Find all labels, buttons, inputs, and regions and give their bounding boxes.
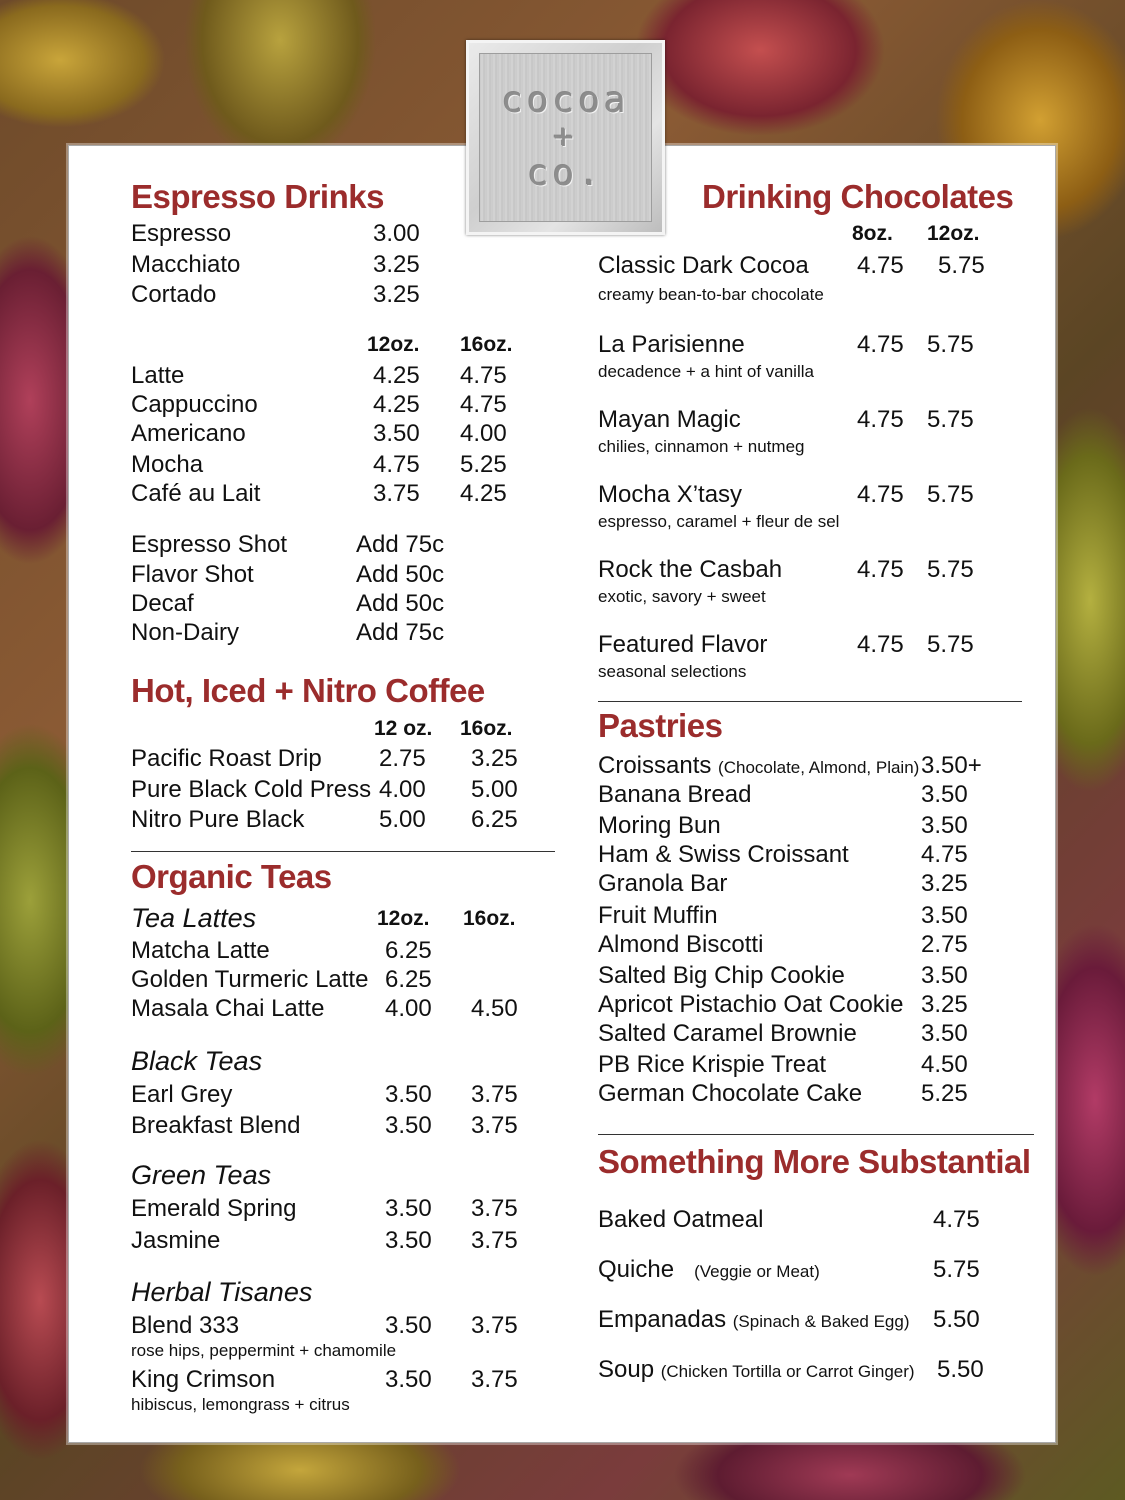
menu-item-price: 3.75 bbox=[471, 1112, 518, 1139]
menu-item-name: Emerald Spring bbox=[131, 1195, 297, 1222]
menu-item-price: 4.75 bbox=[857, 406, 904, 433]
menu-item-price: 4.25 bbox=[460, 480, 507, 507]
addon-price: Add 75c bbox=[356, 531, 445, 558]
pastry-name: Croissants bbox=[598, 752, 712, 779]
menu-item-price: 3.75 bbox=[471, 1366, 518, 1393]
menu-item-name: Latte bbox=[131, 362, 185, 389]
entree-note: (Chicken Tortilla or Carrot Ginger) bbox=[660, 1362, 915, 1381]
menu-item-name: Almond Biscotti bbox=[598, 931, 764, 958]
menu-item-price: 3.50 bbox=[921, 962, 968, 989]
menu-item-name: Moring Bun bbox=[598, 812, 721, 839]
menu-item-price: 5.75 bbox=[927, 406, 974, 433]
menu-item-name: Ham & Swiss Croissant bbox=[598, 841, 849, 868]
menu-item-price: 4.25 bbox=[373, 362, 420, 389]
menu-item-price: 4.00 bbox=[460, 420, 507, 447]
menu-item-price: 2.75 bbox=[921, 931, 968, 958]
menu-item-name: Espresso bbox=[131, 220, 232, 247]
addon-price: Add 50c bbox=[356, 561, 445, 588]
menu-item-name: Mocha bbox=[131, 451, 204, 478]
menu-item-name: German Chocolate Cake bbox=[598, 1080, 863, 1107]
menu-item-price: 3.25 bbox=[921, 991, 968, 1018]
logo-line-3: co. bbox=[526, 153, 605, 195]
addon-name: Flavor Shot bbox=[131, 561, 254, 588]
tea-category: Green Teas bbox=[131, 1160, 272, 1190]
menu-item-name: Cappuccino bbox=[131, 391, 258, 418]
size-header: 16oz. bbox=[460, 333, 513, 356]
menu-item-price: 5.25 bbox=[921, 1080, 968, 1107]
menu-item-description: hibiscus, lemongrass + citrus bbox=[131, 1395, 350, 1414]
menu-item-name: Nitro Pure Black bbox=[131, 806, 305, 833]
menu-item-name: Matcha Latte bbox=[131, 937, 270, 964]
menu-item-description: decadence + a hint of vanilla bbox=[598, 362, 814, 381]
menu-item-name: Masala Chai Latte bbox=[131, 995, 325, 1022]
menu-item-price: 5.75 bbox=[927, 556, 974, 583]
menu-item-price: 3.25 bbox=[921, 870, 968, 897]
pastry-note: (Chocolate, Almond, Plain) bbox=[718, 758, 920, 777]
menu-item-price: 4.50 bbox=[471, 995, 518, 1022]
menu-item-price: 4.50 bbox=[921, 1051, 968, 1078]
menu-item-price: 3.75 bbox=[471, 1227, 518, 1254]
menu-item-price: 5.00 bbox=[379, 806, 426, 833]
menu-item-description: creamy bean-to-bar chocolate bbox=[598, 285, 824, 304]
menu-item-price: 3.50 bbox=[385, 1195, 432, 1222]
menu-item-name: Pacific Roast Drip bbox=[131, 745, 322, 772]
menu-item-name: Americano bbox=[131, 420, 246, 447]
menu-item-name: Apricot Pistachio Oat Cookie bbox=[598, 991, 904, 1018]
menu-item-price: 4.75 bbox=[857, 252, 904, 279]
logo-line-1: cocoa bbox=[501, 79, 630, 121]
menu-item-price: 3.25 bbox=[471, 745, 518, 772]
menu-item-name: Rock the Casbah bbox=[598, 556, 783, 583]
menu-item-description: seasonal selections bbox=[598, 662, 747, 681]
menu-item-price: 3.50 bbox=[921, 812, 968, 839]
entree-name: Quiche bbox=[598, 1256, 675, 1283]
menu-item-description: chilies, cinnamon + nutmeg bbox=[598, 437, 805, 456]
menu-item-price: 3.50+ bbox=[921, 752, 982, 779]
menu-item-price: 4.75 bbox=[857, 481, 904, 508]
size-header: 12oz. bbox=[367, 333, 420, 356]
size-header: 8oz. bbox=[852, 222, 893, 245]
menu-item-price: 3.50 bbox=[921, 1020, 968, 1047]
size-header: 16oz. bbox=[463, 907, 516, 930]
menu-item-description: rose hips, peppermint + chamomile bbox=[131, 1341, 397, 1360]
addon-price: Add 75c bbox=[356, 619, 445, 646]
addon-name: Espresso Shot bbox=[131, 531, 288, 558]
menu-item-price: 5.50 bbox=[933, 1306, 980, 1333]
size-header: 12oz. bbox=[927, 222, 980, 245]
menu-item-price: 3.25 bbox=[373, 281, 420, 308]
menu-item-price: 4.00 bbox=[385, 995, 432, 1022]
entree-name: Baked Oatmeal bbox=[598, 1206, 764, 1233]
tea-category: Black Teas bbox=[131, 1046, 263, 1076]
menu-item-description: espresso, caramel + fleur de sel bbox=[598, 512, 840, 531]
addon-name: Decaf bbox=[131, 590, 194, 617]
menu-item-name: La Parisienne bbox=[598, 331, 745, 358]
substantial-title: Something More Substantial bbox=[598, 1143, 1031, 1180]
entree-name: Soup bbox=[598, 1356, 655, 1383]
menu-item-name: Granola Bar bbox=[598, 870, 728, 897]
menu-item-name: Mayan Magic bbox=[598, 406, 741, 433]
menu-item-price: 4.00 bbox=[379, 776, 426, 803]
menu-item-name: Earl Grey bbox=[131, 1081, 233, 1108]
menu-item-price: 4.25 bbox=[373, 391, 420, 418]
menu-item-name: Blend 333 bbox=[131, 1312, 240, 1339]
size-header: 16oz. bbox=[460, 717, 513, 740]
divider bbox=[598, 1134, 1034, 1135]
menu-item-name: Jasmine bbox=[131, 1227, 221, 1254]
addon-name: Non-Dairy bbox=[131, 619, 240, 646]
divider bbox=[131, 851, 555, 852]
menu-item-price: 4.75 bbox=[921, 841, 968, 868]
menu-item-name: Café au Lait bbox=[131, 480, 261, 507]
menu-item-price: 4.75 bbox=[373, 451, 420, 478]
menu-item-name bbox=[598, 1306, 909, 1334]
menu-item-price: 4.75 bbox=[460, 391, 507, 418]
menu-item-name bbox=[598, 1256, 820, 1284]
menu-item-price: 5.75 bbox=[927, 481, 974, 508]
espresso-title: Espresso Drinks bbox=[131, 178, 384, 215]
menu-item-name: Macchiato bbox=[131, 251, 241, 278]
menu-item-name: Cortado bbox=[131, 281, 217, 308]
menu-item-price: 3.50 bbox=[385, 1112, 432, 1139]
menu-item-name: Salted Big Chip Cookie bbox=[598, 962, 845, 989]
menu-item-price: 3.50 bbox=[385, 1227, 432, 1254]
entree-note: (Veggie or Meat) bbox=[694, 1262, 820, 1281]
menu-item-price: 5.25 bbox=[460, 451, 507, 478]
entree-name: Empanadas bbox=[598, 1306, 727, 1333]
menu-item-name: Banana Bread bbox=[598, 781, 752, 808]
menu-item-price: 5.75 bbox=[927, 331, 974, 358]
menu-item-name: Fruit Muffin bbox=[598, 902, 718, 929]
logo-line-2: + bbox=[553, 116, 578, 157]
cocoa-co-logo bbox=[466, 40, 665, 235]
size-header: 12oz. bbox=[377, 907, 430, 930]
menu-item-price: 3.75 bbox=[471, 1081, 518, 1108]
menu-item-price: 3.50 bbox=[373, 420, 420, 447]
tea-category: Tea Lattes bbox=[131, 903, 257, 933]
menu-item-price: 4.75 bbox=[933, 1206, 980, 1233]
menu-item-price: 3.50 bbox=[385, 1312, 432, 1339]
menu-item-price: 3.50 bbox=[385, 1366, 432, 1393]
menu-item-price: 3.50 bbox=[921, 902, 968, 929]
menu-item-name: Breakfast Blend bbox=[131, 1112, 301, 1139]
tea-category: Herbal Tisanes bbox=[131, 1277, 313, 1307]
teas-title: Organic Teas bbox=[131, 858, 332, 895]
size-header: 12 oz. bbox=[374, 717, 433, 740]
menu-item-price: 5.75 bbox=[927, 631, 974, 658]
menu-item-price: 2.75 bbox=[379, 745, 426, 772]
menu-item-name: Classic Dark Cocoa bbox=[598, 252, 809, 279]
menu-item-price: 3.75 bbox=[373, 480, 420, 507]
menu-item-price: 3.50 bbox=[385, 1081, 432, 1108]
menu-item-name: PB Rice Krispie Treat bbox=[598, 1051, 827, 1078]
menu-item-name: King Crimson bbox=[131, 1366, 276, 1393]
menu-item-price: 4.75 bbox=[857, 556, 904, 583]
coffee-title: Hot, Iced + Nitro Coffee bbox=[131, 672, 485, 709]
menu-item-price: 3.25 bbox=[373, 251, 420, 278]
menu-item-name: Golden Turmeric Latte bbox=[131, 966, 369, 993]
menu-item-price: 4.75 bbox=[857, 631, 904, 658]
entree-note: (Spinach & Baked Egg) bbox=[732, 1312, 910, 1331]
menu-item-description: exotic, savory + sweet bbox=[598, 587, 766, 606]
menu-item-price: 3.75 bbox=[471, 1195, 518, 1222]
menu-item-name bbox=[598, 1206, 763, 1234]
divider bbox=[598, 701, 1022, 702]
menu-item-price: 3.50 bbox=[921, 781, 968, 808]
menu-item-price: 3.00 bbox=[373, 220, 420, 247]
menu-item-name bbox=[598, 1356, 915, 1384]
menu-item-name: Pure Black Cold Press bbox=[131, 776, 372, 803]
menu-item-name: Featured Flavor bbox=[598, 631, 768, 658]
menu-item-price: 4.75 bbox=[460, 362, 507, 389]
menu-item-price: 5.50 bbox=[937, 1356, 984, 1383]
menu-item-price: 3.75 bbox=[471, 1312, 518, 1339]
chocolates-title: Drinking Chocolates bbox=[702, 178, 1014, 215]
menu-item-name: Mocha X’tasy bbox=[598, 481, 743, 508]
addon-price: Add 50c bbox=[356, 590, 445, 617]
menu-item-price: 5.75 bbox=[933, 1256, 980, 1283]
pastries-title: Pastries bbox=[598, 707, 723, 744]
menu-item-price: 6.25 bbox=[385, 966, 432, 993]
menu-item-name bbox=[598, 752, 919, 780]
menu-item-name: Salted Caramel Brownie bbox=[598, 1020, 857, 1047]
menu-item-price: 5.75 bbox=[938, 252, 985, 279]
menu-item-price: 5.00 bbox=[471, 776, 518, 803]
menu-item-price: 6.25 bbox=[471, 806, 518, 833]
menu-item-price: 4.75 bbox=[857, 331, 904, 358]
menu-item-price: 6.25 bbox=[385, 937, 432, 964]
